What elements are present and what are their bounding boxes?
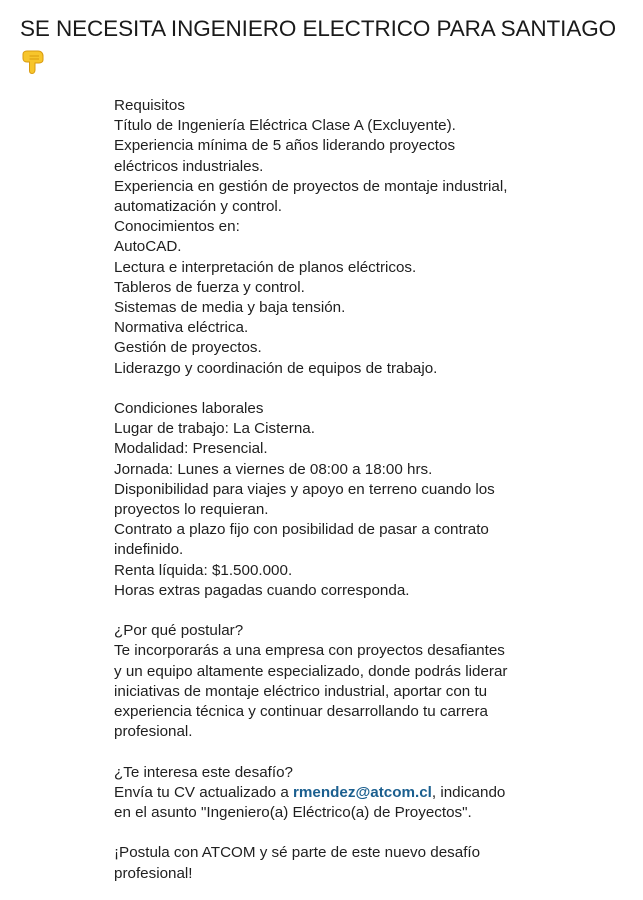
condicion-line: Lugar de trabajo: La Cisterna.	[114, 420, 315, 438]
requisitos-heading: Requisitos	[114, 97, 185, 114]
requisito-line: Conocimientos en:	[114, 218, 240, 236]
page-title: SE NECESITA INGENIERO ELECTRICO PARA SANTIAGO	[20, 16, 617, 41]
cierre-line: ¡Postula con ATCOM y sé parte de este nuevo desafío	[114, 844, 481, 862]
paragraph-gap	[114, 379, 634, 399]
condicion-line: indefinido.	[114, 541, 184, 559]
requisito-line: Lectura e interpretación de planos eléctricos.	[114, 258, 417, 276]
interesa-section	[114, 763, 634, 824]
condicion-line: Jornada: Lunes a viernes de 08:00 a 18:00 hrs.	[114, 460, 433, 478]
pointing-down-hand-icon	[20, 50, 46, 74]
condiciones-heading: Condiciones laborales	[114, 400, 264, 418]
job-post-body	[114, 96, 634, 884]
requisito-line: automatización y control.	[114, 198, 282, 216]
por-que-heading: ¿Por qué postular?	[114, 622, 244, 640]
requisito-line: Normativa eléctrica.	[114, 319, 249, 337]
requisito-line: Título de Ingeniería Eléctrica Clase A (Excluyente).	[114, 117, 456, 135]
por-que-section	[114, 621, 634, 742]
paragraph-gap	[114, 742, 634, 762]
condicion-line: Contrato a plazo fijo con posibilidad de pasar a contrato	[114, 521, 489, 539]
requisito-line: Gestión de proyectos.	[114, 339, 262, 357]
condiciones-section	[114, 399, 634, 601]
por-que-line: experiencia técnica y continuar desarrollando tu carrera	[114, 703, 488, 721]
apply-instruction-line	[114, 783, 634, 803]
cierre-section	[114, 843, 634, 883]
por-que-line: profesional.	[114, 723, 193, 741]
requisito-line: Liderazgo y coordinación de equipos de trabajo.	[114, 359, 438, 377]
condicion-line: Horas extras pagadas cuando corresponda.	[114, 581, 410, 599]
apply-subject-line: en el asunto "Ingeniero(a) Eléctrico(a) de Proyectos".	[114, 804, 472, 822]
requisito-line: Experiencia mínima de 5 años liderando proyectos	[114, 137, 456, 155]
condicion-line: Disponibilidad para viajes y apoyo en terreno cuando los	[114, 480, 495, 498]
requisitos-section	[114, 96, 634, 379]
email-link[interactable]: rmendez@atcom.cl	[292, 783, 432, 801]
paragraph-gap	[114, 823, 634, 843]
por-que-line: Te incorporarás a una empresa con proyectos desafiantes	[114, 642, 505, 660]
interesa-heading: ¿Te interesa este desafío?	[114, 763, 293, 781]
apply-text-after: , indicando	[431, 783, 506, 801]
condicion-line: proyectos lo requieran.	[114, 501, 269, 519]
por-que-line: iniciativas de montaje eléctrico industrial, aportar con tu	[114, 682, 488, 700]
requisito-line: Tableros de fuerza y control.	[114, 278, 305, 296]
por-que-line: y un equipo altamente especializado, donde podrás liderar	[114, 662, 508, 680]
requisito-line: Sistemas de media y baja tensión.	[114, 299, 346, 317]
condicion-line: Modalidad: Presencial.	[114, 440, 268, 458]
requisito-line: AutoCAD.	[114, 238, 182, 256]
apply-text-before: Envía tu CV actualizado a	[114, 783, 293, 801]
condicion-line: Renta líquida: $1.500.000.	[114, 561, 293, 579]
paragraph-gap	[114, 601, 634, 621]
requisito-line: eléctricos industriales.	[114, 157, 264, 175]
cierre-line: profesional!	[114, 864, 193, 882]
requisito-line: Experiencia en gestión de proyectos de montaje industrial,	[114, 177, 508, 195]
